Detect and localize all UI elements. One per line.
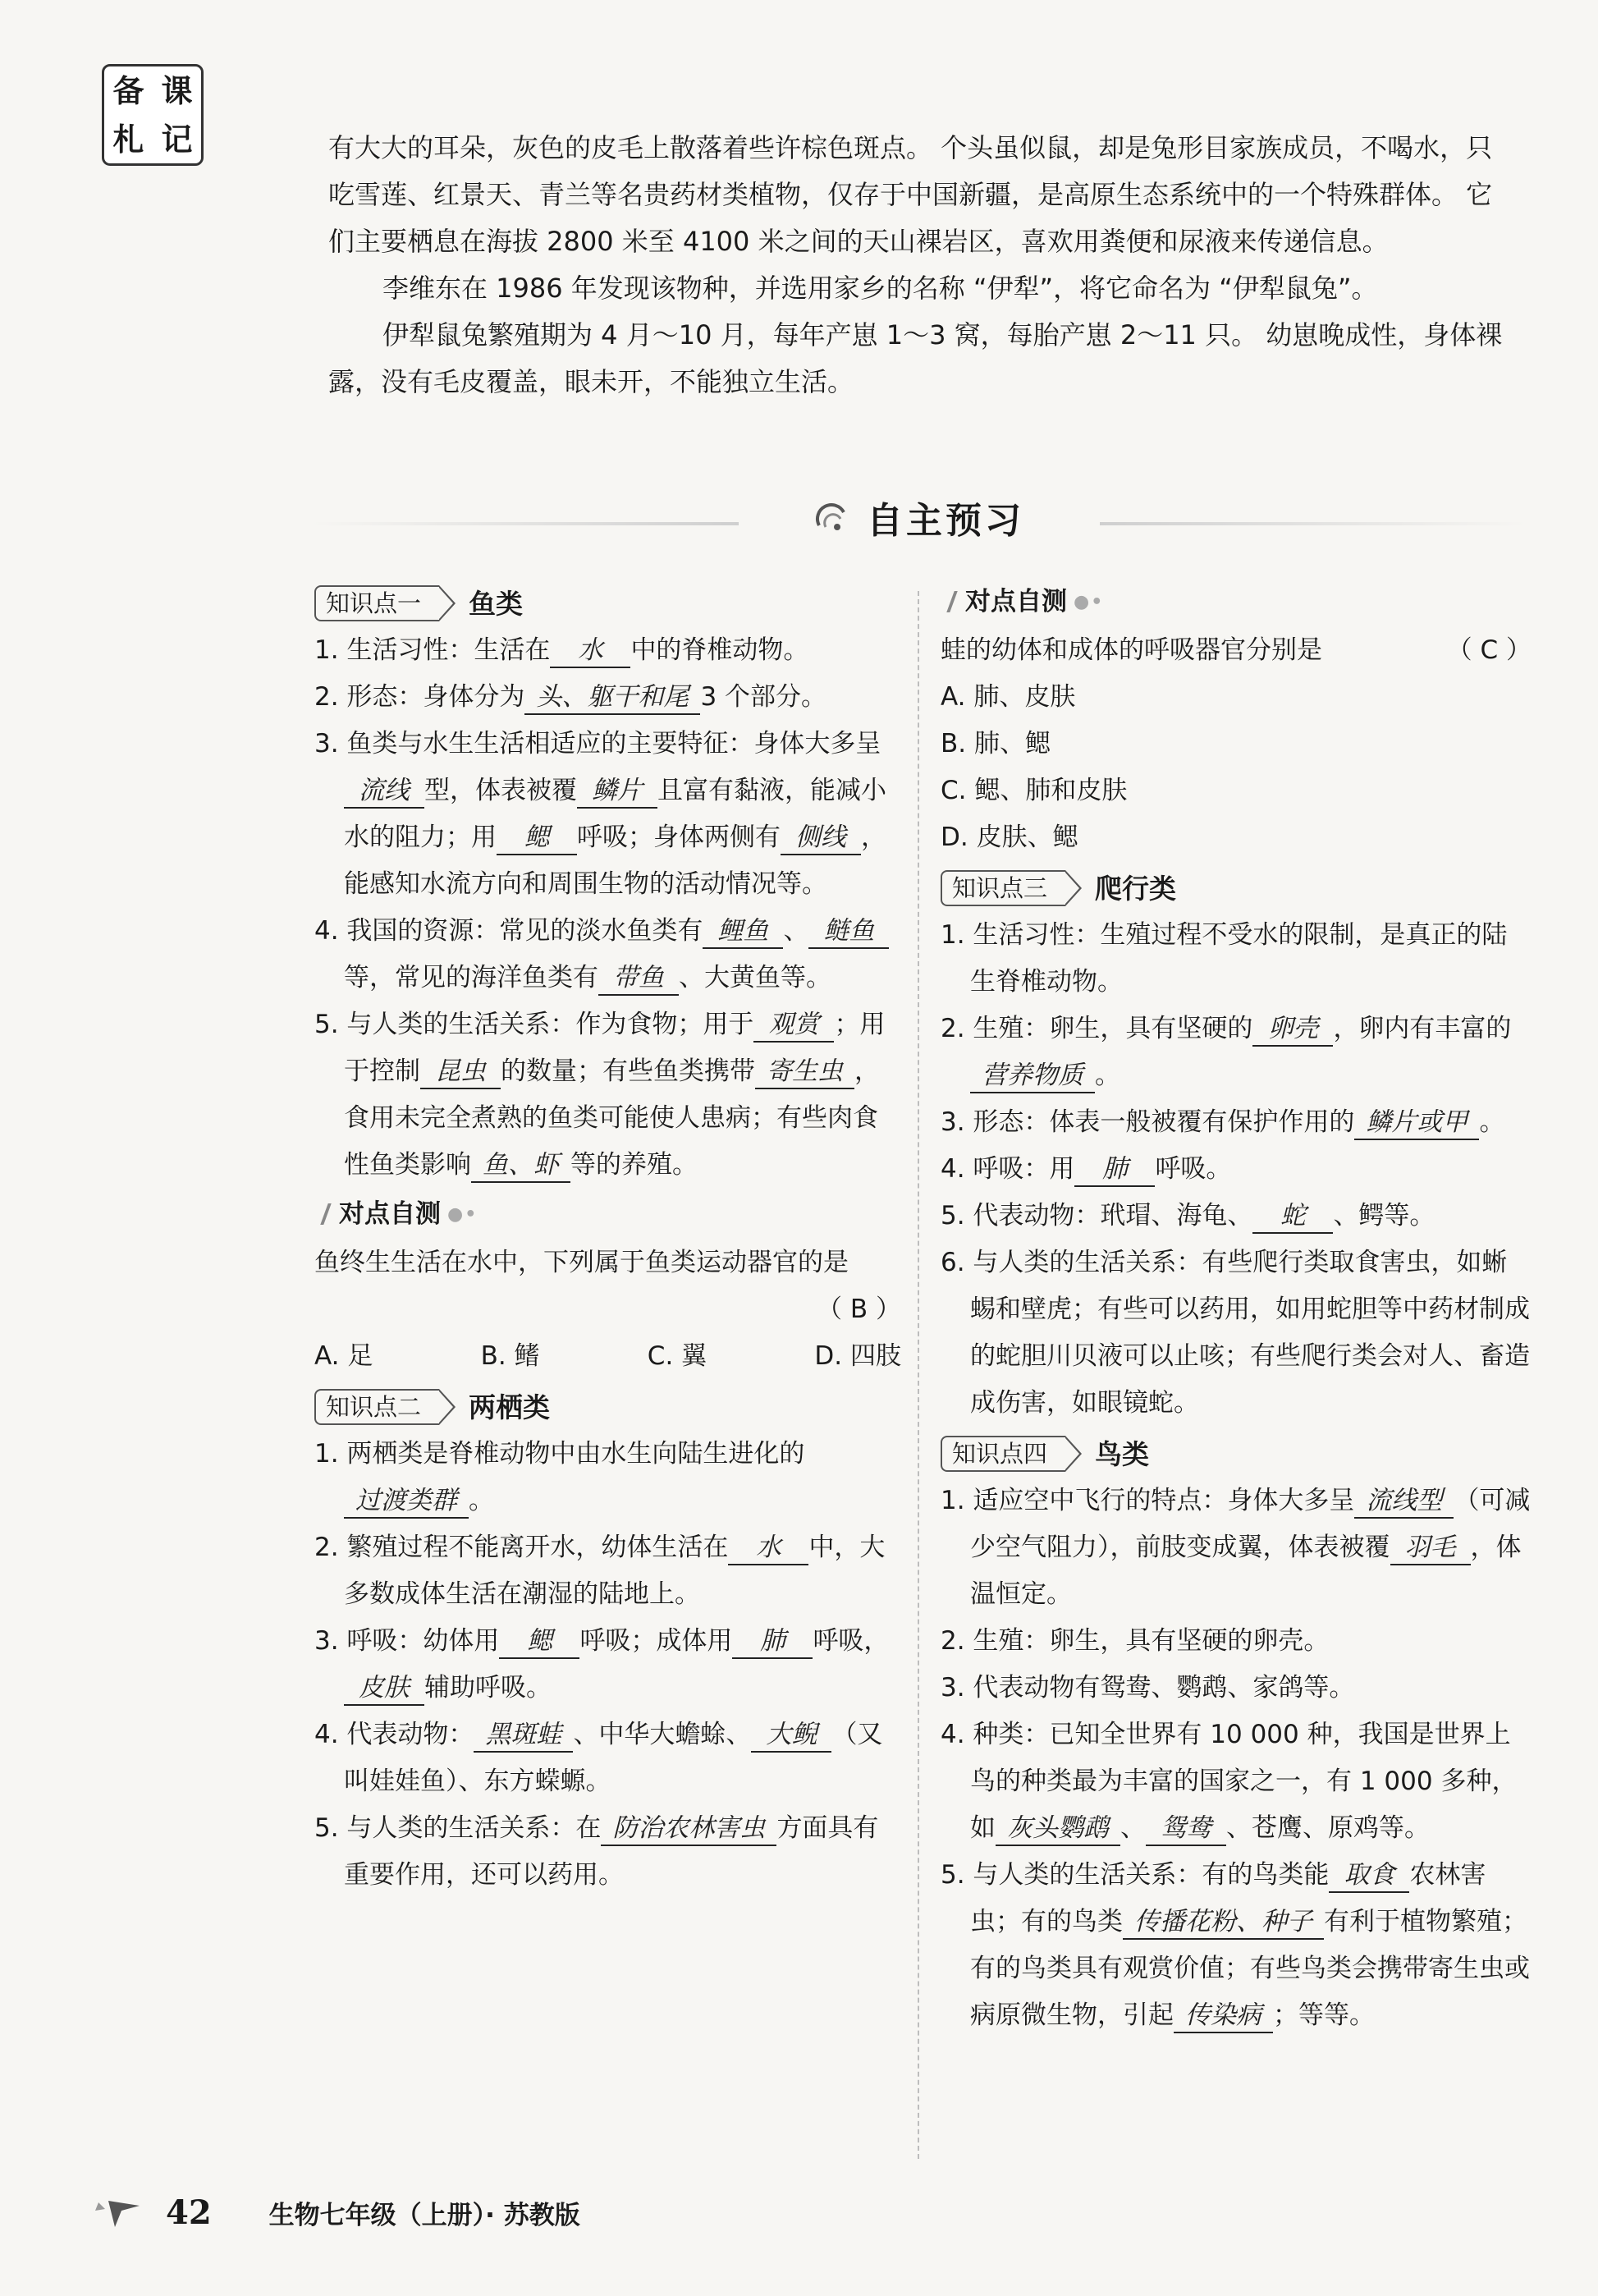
answer-blank: 肺 [732,1625,813,1659]
answer-blank: 流线型 [1354,1484,1454,1519]
kp-tag: 知识点一 [314,585,439,621]
kp4-list [941,1478,1532,2039]
kp-title: 爬行类 [1095,872,1177,905]
knowledge-point-header [314,580,901,627]
list-item: 5. 与人类的生活关系：有的鸟类能 取食 农林害虫；有的鸟类 传播花粉、种子 有利于植物繁殖；有的鸟类具有观赏价值；有些鸟类会携带寄生虫或病原微生物，引起 传染病 ；等等。 [941,1852,1532,2039]
sparkle-icon [90,2194,148,2230]
list-item: 4. 代表动物： 黑斑蛙 、中华大蟾蜍、 大鲵 （又叫娃娃鱼）、东方蝾螈。 [314,1720,883,1796]
answer-blank: 卵壳 [1252,1012,1333,1047]
stamp-char: 备 [112,71,144,109]
list-item: 3. 代表动物有鸳鸯、鹦鹉、家鸽等。 [941,1673,1355,1703]
answer-blank: 鲢鱼 [808,914,889,949]
dots-icon: ●• [1074,591,1105,612]
intro-paragraph: 有大大的耳朵，灰色的皮毛上散落着些许棕色斑点。 个头虽似鼠，却是兔形目家族成员，不喝水，只吃雪莲、红景天、青兰等名贵药材类植物，仅存于中国新疆，是高原生态系统中的一个特殊群体。 它们主要栖息在海拔 2800 米至 4100 米之间的天山裸岩区，喜欢用粪便和尿液来传递信息。 [328,132,1493,257]
answer-blank: 流线 [344,774,424,809]
option: D. 四肢 [814,1341,901,1371]
answer-blank: 营养物质 [970,1059,1095,1093]
answer-blank: 带鱼 [598,961,679,996]
answer-blank: 传播花粉、种子 [1123,1905,1324,1940]
list-item: 5. 代表动物：玳瑁、海龟、 蛇 、鳄等。 [941,1193,1532,1240]
question [941,627,1532,861]
list-item: 4. 种类：已知全世界有 10 000 种，我国是世界上鸟的种类最为丰富的国家之一，有 1 000 多种，如 灰头鹦鹉 、 鸳鸯 、苍鹰、原鸡等。 [941,1712,1532,1852]
list-item: 3. 鱼类与水生生活相适应的主要特征：身体大多呈流线 型，体表被覆 鳞片 且富有黏液，能减小水的阻力；用 鳃 呼吸；身体两侧有 侧线 ，能感知水流方向和周围生物的活动情况等。 [314,729,886,899]
intro-paragraph: 伊犁鼠兔繁殖期为 4 月～10 月，每年产崽 1～3 窝，每胎产崽 2～11 只。 幼崽晚成性，身体裸露，没有毛皮覆盖，眼未开，不能独立生活。 [328,319,1503,397]
answer-blank: 观赏 [753,1008,834,1043]
answer-blank: 鳞片 [577,774,657,809]
slash-icon [946,591,957,612]
answer-blank: 大鲵 [751,1718,831,1753]
list-item: 2. 生殖：卵生，具有坚硬的卵壳。 [941,1626,1330,1656]
answer-blank: 鸳鸯 [1146,1812,1226,1846]
answer-blank: 昆虫 [420,1055,501,1089]
column-divider [918,591,919,2159]
answer-blank: 头、躯干和尾 [524,681,700,715]
answer-blank: 防治农林害虫 [601,1812,776,1846]
kp-tag: 知识点四 [941,1436,1065,1472]
answer-blank: 鳞片或甲 [1354,1106,1479,1140]
list-item: 2. 形态：身体分为 头、躯干和尾 3 个部分。 [314,674,901,721]
option: D. 皮肤、鳃 [941,823,1078,852]
option: C. 翼 [647,1341,707,1371]
list-item: 5. 与人类的生活关系：作为食物；用于 观赏 ；用于控制 昆虫 的数量；有些鱼类携带 寄生虫 ，食用未完全煮熟的鱼类可能使人患病；有些肉食性鱼类影响 鱼、虾 等的养殖。 [314,1001,901,1189]
list-item: 2. 繁殖过程不能离开水，幼体生活在 水 中，大多数成体生活在潮湿的陆地上。 [314,1533,886,1609]
question-text: 鱼终生生活在水中，下列属于鱼类运动器官的是 [314,1248,849,1277]
answer-blank: 肺 [1074,1153,1155,1187]
answer-blank: 鱼、虾 [471,1148,570,1183]
kp-title: 两栖类 [469,1391,551,1423]
answer-blank: 蛇 [1252,1199,1333,1234]
notes-stamp [102,64,204,166]
section-header [312,491,1527,557]
left-column [314,576,901,1899]
answer-blank: 鲤鱼 [703,914,783,949]
kp3-list [941,912,1532,1427]
answer-blank: 水 [728,1531,808,1565]
list-item: 6. 与人类的生活关系：有些爬行类取食害虫，如蜥蜴和壁虎；有些可以药用，如用蛇胆等中药材制成的蛇胆川贝液可以止咳；有些爬行类会对人、畜造成伤害，如眼镜蛇。 [941,1248,1530,1418]
self-test-header [314,1189,901,1240]
knowledge-point-header [941,864,1532,912]
answer-blank: 寄生虫 [755,1055,854,1089]
list-item: 1. 生活习性：生活在 水 中的脊椎动物。 [314,627,901,674]
kp-tag: 知识点三 [941,870,1065,906]
page-number: 42 [166,2193,212,2232]
question [314,1240,901,1380]
option: B. 肺、鳃 [941,729,1051,758]
divider-right [1100,522,1527,525]
option: C. 鳃、肺和皮肤 [941,776,1128,805]
stamp-char: 札 [112,120,144,158]
list-item: 1. 适应空中飞行的特点：身体大多呈 流线型 （可减少空气阻力），前肢变成翼，体表被覆 羽毛 ，体温恒定。 [941,1486,1531,1609]
self-test-title: 对点自测 [965,586,1067,616]
kp-tag: 知识点二 [314,1389,439,1425]
stamp-char: 记 [161,120,193,158]
option: A. 足 [314,1341,373,1371]
divider-left [312,522,739,525]
answer-blank: 灰头鹦鹉 [996,1812,1120,1846]
list-item: 1. 生活习性：生殖过程不受水的限制，是真正的陆生脊椎动物。 [941,920,1508,997]
answer-blank: 取食 [1329,1858,1409,1893]
answer-choice: （ C ） [1446,635,1532,665]
question-text: 蛙的幼体和成体的呼吸器官分别是 [941,635,1322,665]
answer-blank: 皮肤 [344,1671,424,1706]
option: B. 鳍 [480,1341,540,1371]
slash-icon [320,1203,331,1225]
answer-blank: 鳃 [499,1625,579,1659]
answer-choice: （ B ） [817,1295,901,1324]
answer-blank: 传染病 [1174,1999,1273,2033]
self-test-title: 对点自测 [339,1198,441,1229]
kp-title: 鱼类 [469,587,524,620]
list-item: 2. 生殖：卵生，具有坚硬的 卵壳 ，卵内有丰富的营养物质 。 [941,1006,1532,1099]
list-item: 4. 我国的资源：常见的淡水鱼类有 鲤鱼 、 鲢鱼等，常见的海洋鱼类有 带鱼 、大黄鱼等。 [314,908,901,1001]
list-item: 5. 与人类的生活关系：在 防治农林害虫 方面具有重要作用，还可以药用。 [314,1813,879,1890]
book-title: 生物七年级（上册）· 苏教版 [268,2200,580,2230]
kp1-list [314,627,901,1189]
options [314,1333,901,1380]
answer-blank: 过渡类群 [344,1484,469,1519]
intro-text [328,125,1518,406]
answer-blank: 羽毛 [1390,1531,1471,1565]
knowledge-point-header [941,1430,1532,1478]
answer-blank: 水 [550,634,630,668]
answer-blank: 侧线 [781,821,861,855]
self-test-header [941,576,1532,627]
option: A. 肺、皮肤 [941,682,1076,712]
knowledge-point-header [314,1383,901,1431]
swirl-icon [813,497,852,537]
page-footer [90,2184,580,2241]
kp2-list [314,1431,901,1899]
dots-icon: ●• [447,1203,478,1225]
list-item: 4. 呼吸：用 肺 呼吸。 [941,1146,1532,1193]
stamp-char: 课 [161,71,193,109]
list-item: 3. 形态：体表一般被覆有保护作用的 鳞片或甲 。 [941,1099,1532,1146]
answer-blank: 鳃 [497,821,577,855]
intro-paragraph: 李维东在 1986 年发现该物种，并选用家乡的名称 “伊犁”，将它命名为 “伊犁鼠兔”。 [382,273,1378,304]
kp-title: 鸟类 [1095,1437,1150,1470]
answer-blank: 黑斑蛙 [474,1718,573,1753]
section-title: 自主预习 [867,500,1024,542]
list-item: 3. 呼吸：幼体用 鳃 呼吸；成体用 肺 呼吸，皮肤 辅助呼吸。 [314,1618,901,1712]
right-column [941,576,1532,2039]
list-item: 1. 两栖类是脊椎动物中由水生向陆生进化的过渡类群 。 [314,1431,901,1524]
